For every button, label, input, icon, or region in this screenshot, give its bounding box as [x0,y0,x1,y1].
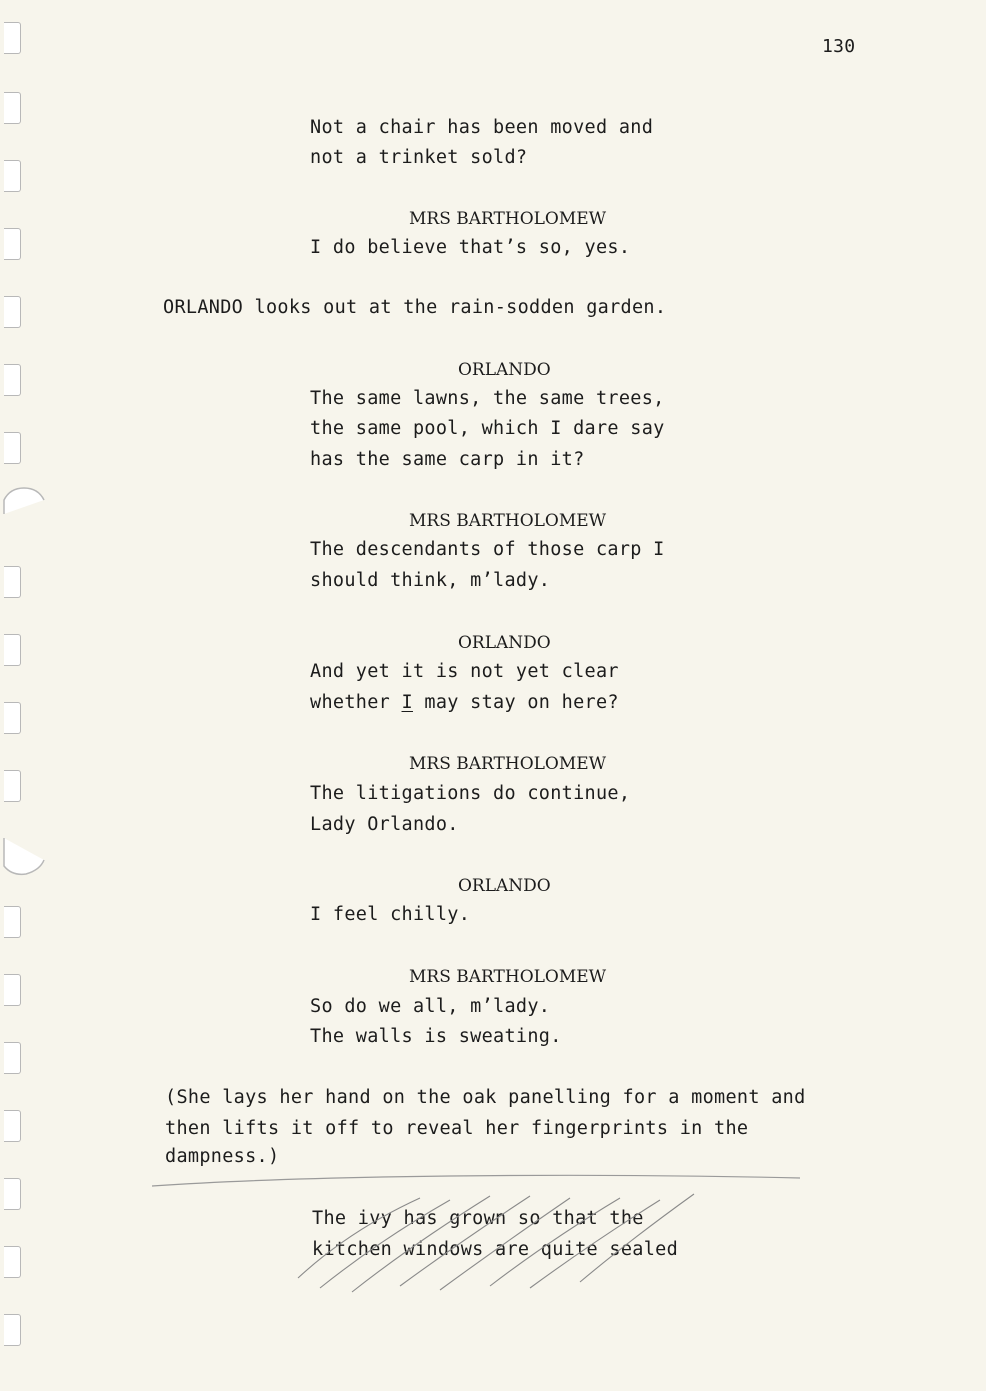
underlined-word: I [401,692,413,713]
dialogue-line: whether I may stay on here? [310,692,619,713]
dialogue-line: I do believe that’s so, yes. [310,237,631,258]
binding-hole [4,1178,21,1210]
character-name: MRS BARTHOLOMEW [409,511,607,531]
pencil-strikethrough-marks [290,1190,710,1300]
binding-hole [4,22,21,54]
character-name: ORLANDO [458,876,551,896]
dialogue-line: Not a chair has been moved and [310,117,654,138]
character-name: MRS BARTHOLOMEW [409,967,607,987]
dialogue-line: not a trinket sold? [310,147,528,168]
action-line: then lifts it off to reveal her fingerprints in the [165,1118,749,1139]
binding-hole [4,1110,21,1142]
binding-holes [0,0,30,1391]
binding-hole [4,702,21,734]
character-name: ORLANDO [458,360,551,380]
character-name: ORLANDO [458,633,551,653]
binding-notch [0,478,46,518]
binding-hole [4,296,21,328]
binding-hole [4,906,21,938]
binding-hole [4,1246,21,1278]
binding-hole [4,1042,21,1074]
dialogue-line: The ivy has grown so that the [312,1208,644,1229]
binding-hole [4,634,21,666]
character-name: MRS BARTHOLOMEW [409,754,607,774]
dialogue-line: The litigations do continue, [310,783,631,804]
binding-notch [0,836,46,876]
binding-hole [4,566,21,598]
dialogue-line: has the same carp in it? [310,449,585,470]
page-number: 130 [822,36,856,57]
dialogue-line: The walls is sweating. [310,1026,562,1047]
binding-hole [4,228,21,260]
binding-hole [4,160,21,192]
dialogue-line: So do we all, m’lady. [310,996,551,1017]
binding-hole [4,432,21,464]
dialogue-line: kitchen windows are quite sealed [312,1239,679,1260]
dialogue-line: Lady Orlando. [310,814,459,835]
dialogue-line: The same lawns, the same trees, [310,388,665,409]
dialogue-line: I feel chilly. [310,904,471,925]
binding-hole [4,1314,21,1346]
dialogue-line: And yet it is not yet clear [310,661,619,682]
dialogue-line: The descendants of those carp I [310,539,665,560]
action-line: dampness.) [165,1146,280,1167]
binding-hole [4,974,21,1006]
binding-hole [4,364,21,396]
binding-hole [4,92,21,124]
binding-hole [4,770,21,802]
action-line: ORLANDO looks out at the rain-sodden garden. [163,297,667,318]
action-line: (She lays her hand on the oak panelling for a moment and [165,1087,806,1108]
dialogue-line: should think, m’lady. [310,570,551,591]
character-name: MRS BARTHOLOMEW [409,209,607,229]
dialogue-line: the same pool, which I dare say [310,418,665,439]
